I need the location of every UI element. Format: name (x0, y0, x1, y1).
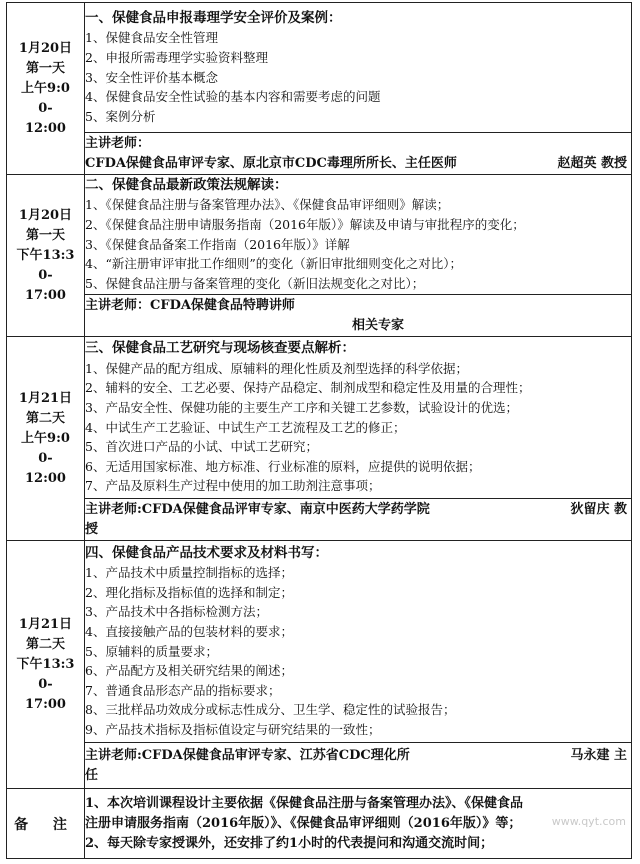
list-item: 1、保健产品的配方组成、原辅料的理化性质及剂型选择的科学依据； (85, 360, 468, 376)
list-item: 5、首次进口产品的小试、中试工艺研究； (85, 439, 318, 455)
list-item: 3、产品技术中各指标检测方法； (85, 604, 268, 620)
session-3-lecturer (85, 499, 632, 541)
list-item: 7、普通食品形态产品的指标要求； (85, 682, 281, 698)
lecturer-name: 狄留庆 教 (570, 501, 627, 517)
lecturer-label: 主讲老师：CFDA保健食品特聘讲师 (85, 297, 295, 313)
lecturer-line (85, 154, 631, 174)
session-1-content (85, 3, 632, 133)
lecturer-row-4 (7, 743, 632, 789)
session-1-lecturer (85, 133, 632, 175)
remark-line: 1、本次培训课程设计主要依据《保健食品注册与备案管理办法》、《保健食品 (85, 795, 524, 811)
time-line: 0- (38, 676, 53, 692)
lecturer-row-1 (7, 133, 632, 175)
time-line: 下午13:3 (16, 656, 75, 672)
time-line: 1月21日 (18, 616, 73, 632)
session-title: 二、保健食品最新政策法规解读： (85, 176, 288, 193)
list-item: 6、产品配方及相关研究结果的阐述； (85, 663, 293, 679)
list-item: 4、“新注册审评审批工作细则”的变化（新旧审批细则变化之对比）； (85, 256, 462, 272)
session-2-time (7, 175, 85, 337)
list-item: 2、理化指标及指标值的选择和制定； (85, 584, 293, 600)
session-4-lecturer (85, 743, 632, 789)
site-watermark: www.qyt.com (551, 815, 626, 828)
lecturer-affiliation: CFDA保健食品审评专家、原北京市CDC毒理所所长、主任医师 (85, 155, 457, 171)
list-item: 3、《保健食品备案工作指南（2016年版）》详解 (85, 236, 350, 252)
session-title: 一、保健食品申报毒理学安全评价及案例： (85, 9, 342, 26)
time-line: 0- (38, 100, 53, 116)
list-item: 5、原辅料的质量要求； (85, 643, 218, 659)
lecturer-name: 马永建 主 (570, 747, 627, 763)
list-item: 5、保健食品注册与备案管理的变化（新旧法规变化之对比）； (85, 275, 425, 291)
lecturer-affiliation: 主讲老师:CFDA保健食品评审专家、南京中医药大学药学院 (85, 501, 430, 517)
training-schedule-table (6, 2, 632, 859)
session-row-2 (7, 175, 632, 295)
session-1-time (7, 3, 85, 175)
lecturer-row-2 (7, 295, 632, 337)
list-item: 2、《保健食品注册申请服务指南（2016年版）》解读及申请与审批程序的变化； (85, 216, 525, 232)
session-4-content (85, 541, 632, 743)
remarks-label: 备 注 (7, 789, 85, 859)
session-3-time (7, 337, 85, 541)
time-line: 12:00 (25, 470, 66, 486)
session-title: 三、保健食品工艺研究与现场核查要点解析： (85, 340, 355, 357)
remarks-content (85, 789, 632, 859)
list-item: 8、三批样品功效成分或标志性成分、卫生学、稳定性的试验报告； (85, 702, 456, 718)
remark-line: 注册申请服务指南（2016年版）》、《保健食品审评细则（2016年版）》等； (85, 815, 522, 831)
lecturer-experts: 相关专家 (351, 317, 404, 333)
lecturer-title-tail: 任 (85, 767, 99, 783)
session-row-1 (7, 3, 632, 133)
list-item: 2、辅料的安全、工艺必要、保持产品稳定、制剂成型和稳定性及用量的合理性； (85, 380, 531, 396)
session-title: 四、保健食品产品技术要求及材料书写： (85, 544, 328, 561)
list-item: 1、《保健食品注册与备案管理办法》、《保健食品审评细则》解读； (85, 197, 450, 213)
session-2-content (85, 175, 632, 295)
list-item: 4、中试生产工艺验证、中试生产工艺流程及工艺的修正； (85, 419, 406, 435)
lecturer-line (85, 746, 631, 766)
list-item: 1、保健食品安全性管理 (85, 30, 218, 46)
lecturer-title-tail: 授 (85, 521, 99, 537)
time-line: 下午13:3 (16, 247, 75, 263)
time-line: 0- (38, 450, 53, 466)
time-line: 第一天 (25, 227, 65, 243)
list-item: 4、保健食品安全性试验的基本内容和需要考虑的问题 (85, 89, 381, 105)
lecturer-label: 主讲老师： (85, 135, 151, 151)
list-item: 4、直接接触产品的包装材料的要求； (85, 623, 293, 639)
lecturer-name: 赵超英 教授 (557, 155, 627, 171)
remarks-row (7, 789, 632, 859)
lecturer-affiliation: 主讲老师:CFDA保健食品审评专家、江苏省CDC理化所 (85, 747, 410, 763)
list-item: 1、产品技术中质量控制指标的选择； (85, 565, 293, 581)
time-line: 17:00 (25, 287, 66, 303)
list-item: 3、产品安全性、保健功能的主要生产工序和关键工艺参数，试验设计的优选； (85, 399, 518, 415)
session-4-time (7, 541, 85, 789)
session-3-content (85, 337, 632, 499)
time-line: 12:00 (25, 120, 66, 136)
list-item: 7、产品及原料生产过程中使用的加工助剂注意事项； (85, 478, 381, 494)
session-row-4 (7, 541, 632, 743)
time-line: 第一天 (25, 60, 65, 76)
list-item: 3、安全性评价基本概念 (85, 69, 218, 85)
lecturer-row-3 (7, 499, 632, 541)
time-line: 1月20日 (18, 40, 73, 56)
list-item: 2、申报所需毒理学实验资料整理 (85, 49, 268, 65)
time-line: 上午9:0 (21, 430, 70, 446)
time-line: 第二天 (25, 636, 65, 652)
remark-line: 2、每天除专家授课外，还安排了约1小时的代表提问和沟通交流时间； (85, 835, 494, 851)
session-2-lecturer (85, 295, 632, 337)
time-line: 17:00 (25, 696, 66, 712)
time-line: 第二天 (25, 410, 65, 426)
time-line: 1月20日 (18, 207, 73, 223)
time-line: 上午9:0 (21, 80, 70, 96)
list-item: 5、案例分析 (85, 108, 156, 124)
list-item: 9、产品技术指标及指标值设定与研究结果的一致性； (85, 721, 381, 737)
session-row-3 (7, 337, 632, 499)
lecturer-line (85, 500, 631, 520)
list-item: 6、无适用国家标准、地方标准、行业标准的原料，应提供的说明依据； (85, 458, 481, 474)
time-line: 1月21日 (18, 390, 73, 406)
time-line: 0- (38, 267, 53, 283)
